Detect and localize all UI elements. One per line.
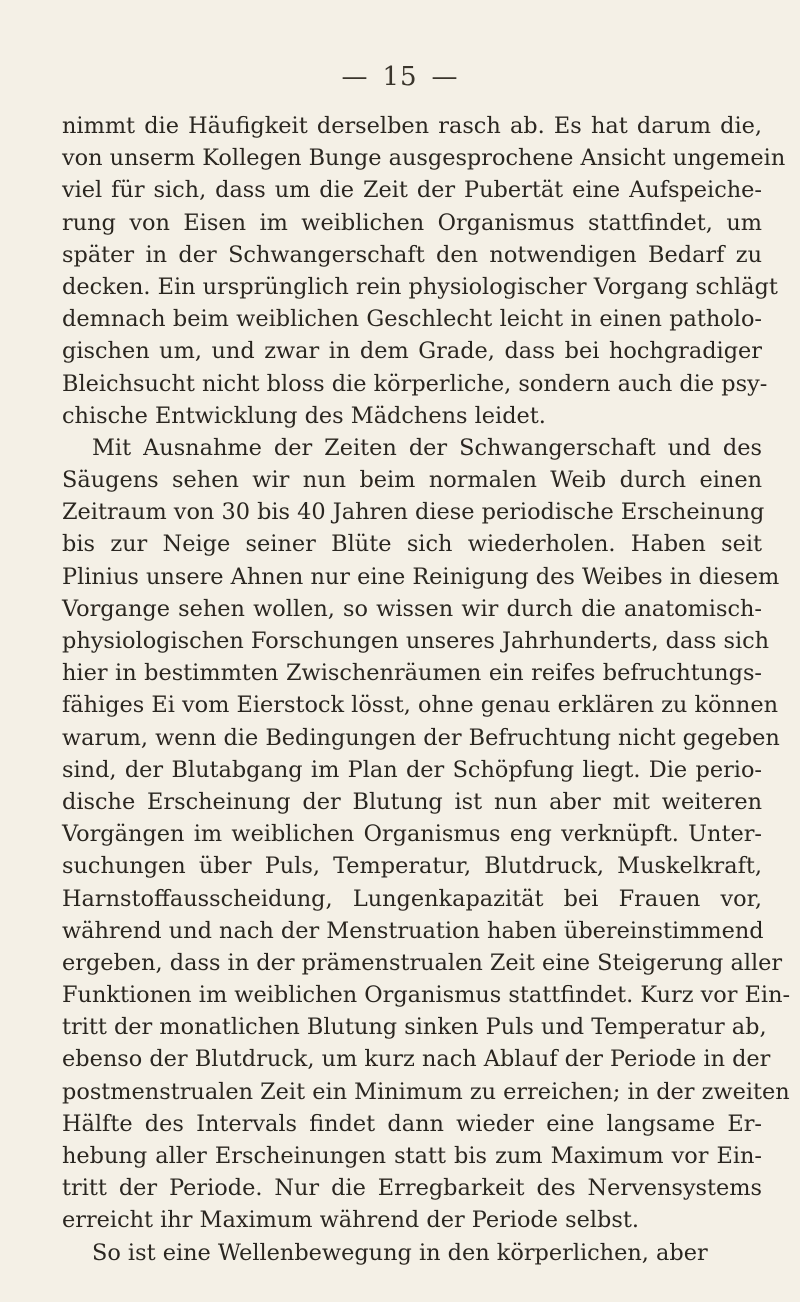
paragraph [62, 110, 786, 432]
text-line: So ist eine Wellenbewegung in den körperlichen, aber [92, 1239, 708, 1266]
text-line: postmenstrualen Zeit ein Minimum zu erreichen; in der zweiten [62, 1078, 790, 1105]
text-line: hier in bestimmten Zwischenräumen ein reifes befruchtungs- [62, 660, 762, 687]
text-line: Plinius unsere Ahnen nur eine Reinigung des Weibes in diesem [62, 563, 780, 590]
text-line: Säugens sehen wir nun beim normalen Weib durch einen [62, 467, 762, 494]
text-line: hebung aller Erscheinungen statt bis zum Maximum vor Ein- [62, 1143, 762, 1169]
text-line: bis zur Neige seiner Blüte sich wiederholen. Haben seit [62, 531, 762, 558]
text-line: demnach beim weiblichen Geschlecht leicht in einen patholo- [62, 306, 762, 333]
text-line: Harnstoffausscheidung, Lungenkapazität bei Frauen vor, [62, 885, 762, 912]
text-line: Mit Ausnahme der Zeiten der Schwangerschaft und des [92, 434, 762, 461]
text-line: gischen um, und zwar in dem Grade, dass bei hochgradiger [62, 338, 762, 365]
text-line: Vorgängen im weiblichen Organismus eng verknüpft. Unter- [62, 821, 762, 848]
text-line: Hälfte des Intervals findet dann wieder eine langsame Er- [62, 1110, 762, 1137]
paragraph [62, 432, 791, 1237]
text-line: fähiges Ei vom Eierstock lösst, ohne genau erklären zu können [62, 692, 779, 719]
text-line: erreicht ihr Maximum während der Periode selbst. [62, 1207, 639, 1234]
text-line: Zeitraum von 30 bis 40 Jahren diese periodische Erscheinung [62, 499, 765, 526]
text-line: später in der Schwangerschaft den notwendigen Bedarf zu [62, 241, 762, 268]
text-line: viel für sich, dass um die Zeit der Pubertät eine Aufspeiche- [62, 177, 762, 204]
text-line: Funktionen im weiblichen Organismus stattfindet. Kurz vor Ein- [62, 982, 791, 1009]
text-line: von unserm Kollegen Bunge ausgesprochene Ansicht ungemein [62, 145, 786, 172]
text-line: decken. Ein ursprünglich rein physiologischer Vorgang schlägt [62, 273, 778, 300]
text-line: rung von Eisen im weiblichen Organismus stattfindet, um [62, 209, 762, 236]
text-line: physiologischen Forschungen unseres Jahrhunderts, dass sich [62, 628, 770, 654]
header-dash-left: — [341, 62, 369, 92]
paragraph [62, 1237, 762, 1269]
page-number: 15 [382, 62, 418, 92]
text-line: Bleichsucht nicht bloss die körperliche, sondern auch die psy- [62, 370, 768, 397]
text-line: ergeben, dass in der prämenstrualen Zeit eine Steigerung aller [62, 949, 783, 976]
body-text [62, 110, 791, 1269]
text-line: während und nach der Menstruation haben übereinstimmend [62, 917, 764, 944]
text-line: nimmt die Häufigkeit derselben rasch ab. Es hat darum die, [62, 113, 762, 139]
text-line: chische Entwicklung des Mädchens leidet. [62, 402, 546, 429]
text-line: Vorgange sehen wollen, so wissen wir durch die anatomisch- [62, 595, 762, 622]
text-line: sind, der Blutabgang im Plan der Schöpfung liegt. Die perio- [62, 756, 762, 783]
text-line: ebenso der Blutdruck, um kurz nach Ablauf der Periode in der [62, 1046, 771, 1073]
text-line: warum, wenn die Bedingungen der Befruchtung nicht gegeben [62, 724, 780, 751]
text-line: tritt der Periode. Nur die Erregbarkeit des Nervensystems [62, 1175, 762, 1202]
text-line: suchungen über Puls, Temperatur, Blutdruck, Muskelkraft, [62, 853, 762, 880]
text-line: dische Erscheinung der Blutung ist nun aber mit weiteren [62, 788, 762, 815]
text-line: tritt der monatlichen Blutung sinken Puls und Temperatur ab, [62, 1014, 767, 1041]
header-dash-right: — [431, 62, 459, 92]
page-header [0, 62, 800, 92]
